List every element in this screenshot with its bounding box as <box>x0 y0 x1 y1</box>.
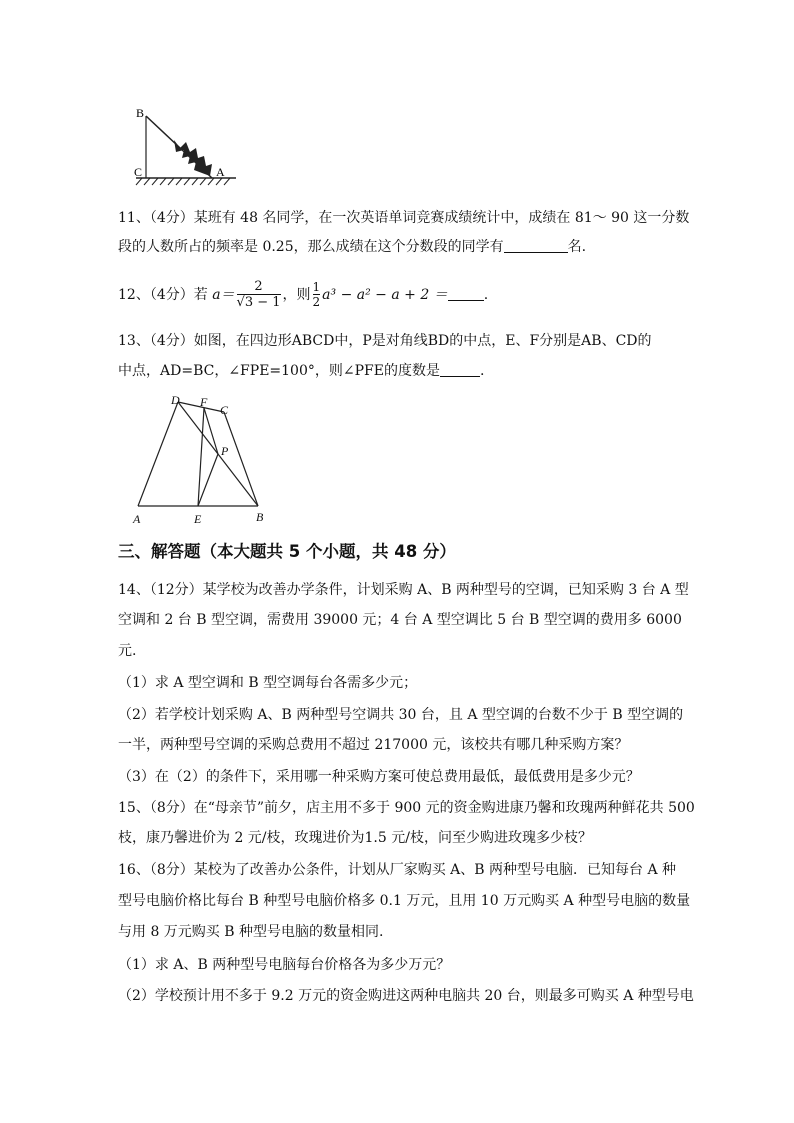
q16-line1: 16、（8分）某校为了改善办公条件，计划从厂家购买 A、B 两种型号电脑．已知每台 A 种 <box>118 862 677 878</box>
label-f: F <box>200 395 208 409</box>
q16-part1: （1）求 A、B 两种型号电脑每台价格各为多少万元？ <box>118 957 451 973</box>
q12-half <box>313 281 321 309</box>
quadrilateral-figure <box>130 392 270 527</box>
label-a: A <box>216 165 225 179</box>
q14-part1: （1）求 A 型空调和 B 型空调每台各需多少元； <box>118 675 418 691</box>
q12-expression: a³ − a² − a + 2 ＝ <box>322 287 448 303</box>
q12-half-den: 2 <box>312 295 321 309</box>
q13-line1: 13、（4分）如图，在四边形ABCD中，P是对角线BD的中点，E、F分别是AB、CD的 <box>118 333 652 349</box>
q11-line2 <box>118 237 678 257</box>
label-e: E <box>194 512 202 526</box>
q14-part2-line2: 一半，两种型号空调的采购总费用不超过 217000 元，该校共有哪几种采购方案？ <box>118 737 629 753</box>
shadow-shape <box>174 140 212 176</box>
q15-line2: 枝，康乃馨进价为 2 元/枝，玫瑰进价为1.5 元/枝，问至少购进玫瑰多少枝？ <box>118 830 592 846</box>
label-c: C <box>220 403 229 417</box>
q14-part3: （3）在（2）的条件下，采用哪一种采购方案可使总费用最低，最低费用是多少元？ <box>118 769 640 785</box>
side-ad <box>138 402 178 506</box>
q14-part2-line1: （2）若学校计划采购 A、B 两种型号空调共 30 台，且 A 型空调的台数不少于 B 型空调的 <box>118 707 684 723</box>
label-p: P <box>221 444 229 458</box>
q12-prefix: 12、（4分）若 <box>118 287 208 303</box>
ladder-figure <box>134 104 238 186</box>
q12-end: . <box>483 287 489 303</box>
q14-line3: 元. <box>118 643 137 659</box>
q14-line1: 14、（12分）某学校为改善办学条件，计划采购 A、B 两种型号的空调，已知采购 3 台 A 型 <box>118 582 689 598</box>
ground-hatching <box>136 178 230 185</box>
q12-frac-den: √3 − 1 <box>236 295 281 310</box>
q11-text: 段的人数所占的频率是 0.25，那么成绩在这个分数段的同学有 <box>118 239 504 255</box>
section-heading: 三、解答题（本大题共 5 个小题，共 48 分） <box>118 542 456 561</box>
segment-fp <box>204 408 218 454</box>
q11-line1: 11、（4分）某班有 48 名同学，在一次英语单词竞赛成绩统计中，成绩在 81～ 90 这一分数 <box>118 210 690 226</box>
label-c: C <box>134 165 143 179</box>
q12-a-eq: a＝ <box>212 287 235 303</box>
q13-line2 <box>118 361 678 381</box>
q11-unit: 名. <box>567 239 587 255</box>
q12-line <box>118 277 678 313</box>
label-a: A <box>133 512 141 526</box>
q11-answer-blank[interactable] <box>504 238 568 253</box>
q12-fraction <box>237 280 281 310</box>
q15-line1: 15、（8分）在“母亲节”前夕，店主用不多于 900 元的资金购进康乃馨和玫瑰两种鲜花共 500 <box>118 800 695 816</box>
q13-text: 中点，AD=BC，∠FPE=100°，则∠PFE的度数是 <box>118 363 440 379</box>
q12-half-num: 1 <box>312 280 321 294</box>
q13-end: . <box>479 363 485 379</box>
q12-answer-blank[interactable] <box>448 286 484 301</box>
q13-answer-blank[interactable] <box>440 362 480 377</box>
q16-line3: 与用 8 万元购买 B 种型号电脑的数量相同. <box>118 924 384 940</box>
label-d: D <box>171 393 180 407</box>
q12-then: ，则 <box>282 287 311 303</box>
label-b: B <box>256 510 264 524</box>
q16-part2: （2）学校预计用不多于 9.2 万元的资金购进这两种电脑共 20 台，则最多可购买 A 种型号电 <box>118 988 694 1004</box>
label-b: B <box>136 106 145 120</box>
side-cb <box>224 412 258 506</box>
q14-line2: 空调和 2 台 B 型空调，需费用 39000 元；4 台 A 型空调比 5 台 B 型空调的费用多 6000 <box>118 612 682 628</box>
q12-frac-num: 2 <box>254 279 263 294</box>
q16-line2: 型号电脑价格比每台 B 种型号电脑价格多 0.1 万元，且用 10 万元购买 A 种型号电脑的数量 <box>118 893 691 909</box>
